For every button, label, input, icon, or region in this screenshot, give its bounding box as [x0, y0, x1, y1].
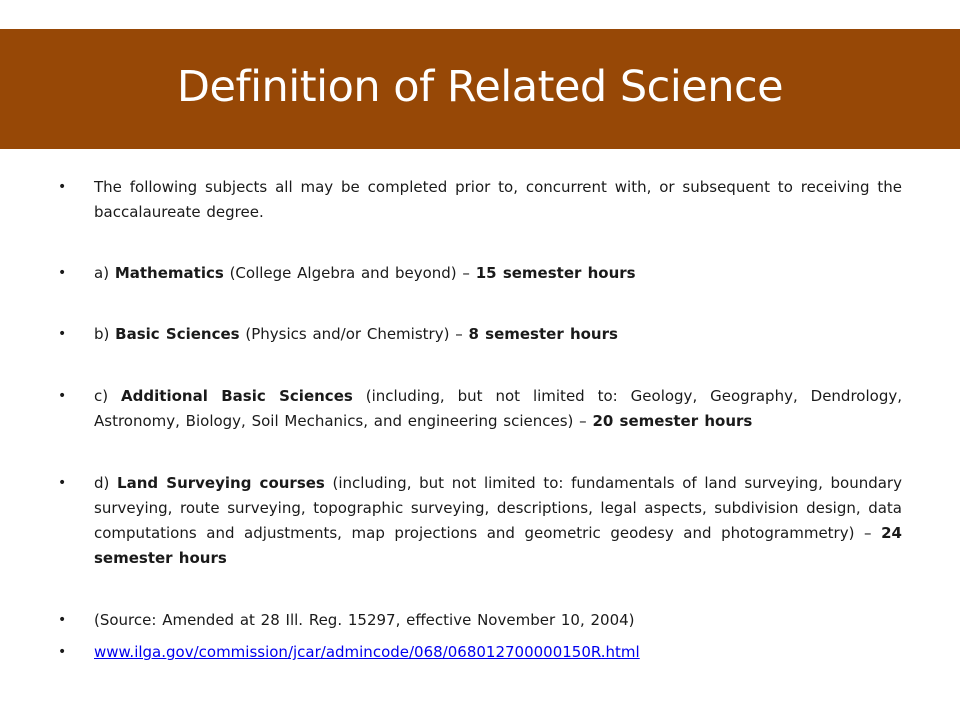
item-prefix: d)	[94, 474, 110, 492]
bullet-marker: •	[58, 388, 67, 404]
bullet-additional-basic-sciences	[94, 384, 902, 434]
bullet-marker: •	[58, 265, 67, 281]
item-hours: 15 semester hours	[475, 264, 636, 282]
item-detail: (including, but not limited to: Geology, Geography, Dendrology, Astronomy, Biology, Soil Mechanics, and engineering sciences) –	[94, 387, 902, 430]
item-hours: 8 semester hours	[468, 325, 618, 343]
bullet-link	[94, 640, 902, 665]
bullet-basic-sciences	[94, 322, 902, 347]
intro-text: The following subjects all may be completed prior to, concurrent with, or subsequent to receiving the baccalaureate degree.	[94, 178, 902, 221]
item-detail: (Physics and/or Chemistry) –	[245, 325, 463, 343]
bullet-land-surveying	[94, 471, 902, 571]
bullet-marker: •	[58, 644, 67, 660]
item-prefix: b)	[94, 325, 110, 343]
item-detail: (College Algebra and beyond) –	[229, 264, 470, 282]
admincode-link[interactable]: www.ilga.gov/commission/jcar/admincode/068/068012700000150R.html	[94, 643, 640, 661]
bullet-marker: •	[58, 475, 67, 491]
slide-title: Definition of Related Science	[176, 62, 784, 112]
item-subject: Basic Sciences	[115, 325, 240, 343]
item-prefix: a)	[94, 264, 110, 282]
bullet-mathematics	[94, 261, 902, 286]
item-hours: 20 semester hours	[592, 412, 753, 430]
bullet-marker: •	[58, 179, 67, 195]
item-subject: Additional Basic Sciences	[121, 387, 353, 405]
item-hours: 24 semester hours	[94, 524, 902, 567]
source-text: (Source: Amended at 28 Ill. Reg. 15297, effective November 10, 2004)	[94, 611, 635, 629]
item-prefix: c)	[94, 387, 109, 405]
item-detail: (including, but not limited to: fundamentals of land surveying, boundary surveying, route surveying, topographic surveying, descriptions, legal aspects, subdivision design, data computations and adjustments, map projections and geometric geodesy and photogrammetry) –	[94, 474, 902, 542]
bullet-marker: •	[58, 612, 67, 628]
bullet-intro	[94, 175, 902, 225]
bullet-marker: •	[58, 326, 67, 342]
item-subject: Land Surveying courses	[117, 474, 325, 492]
item-subject: Mathematics	[114, 264, 224, 282]
bullet-source	[94, 608, 902, 633]
